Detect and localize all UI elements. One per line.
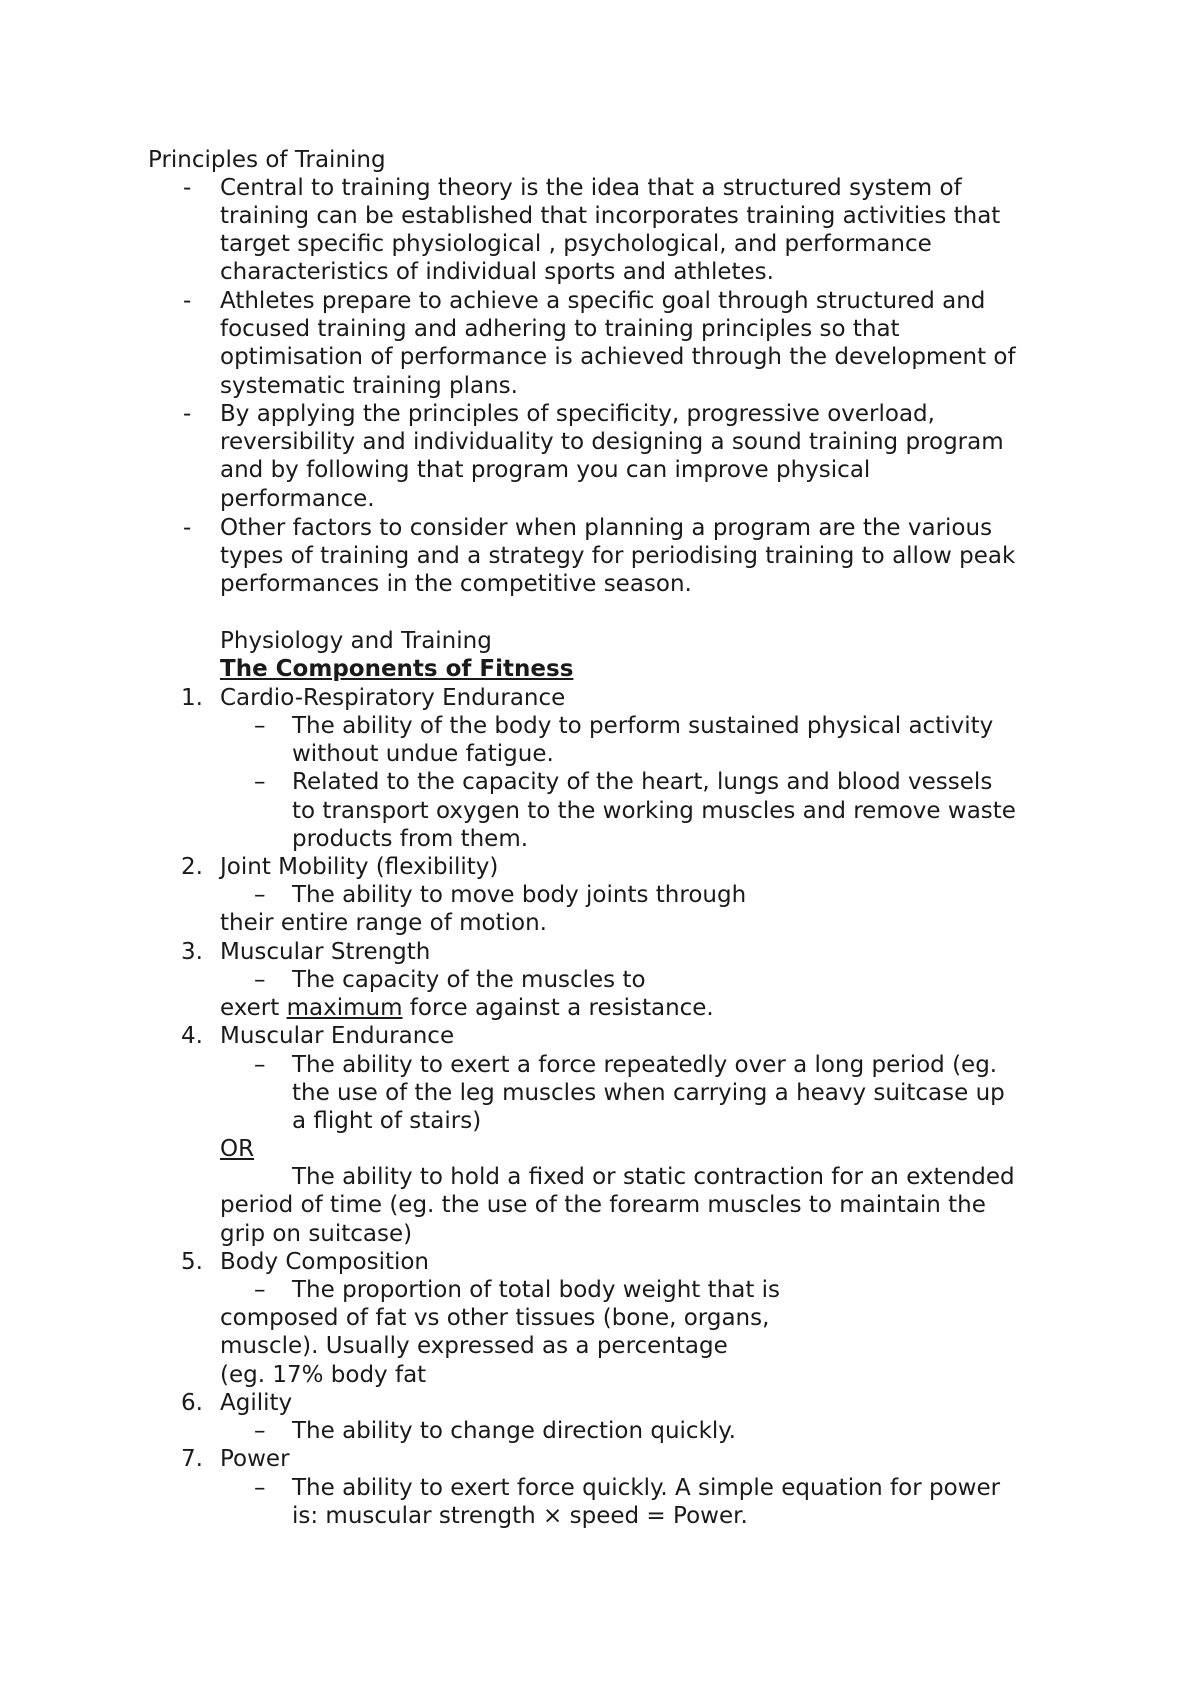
bullet-line: focused training and adhering to training principles so that <box>220 316 900 342</box>
item-number: 4. <box>181 1023 203 1049</box>
bullet-line: Other factors to consider when planning a program are the various <box>220 515 993 541</box>
sub-marker: – <box>254 769 266 795</box>
item-point: The capacity of the muscles to <box>292 967 646 993</box>
sub-marker: – <box>254 1277 266 1303</box>
underlined-word: maximum <box>286 995 403 1021</box>
item-title: Muscular Strength <box>220 939 431 965</box>
item-point-cont: (eg. 17% body fat <box>220 1362 427 1388</box>
item-point: The ability to change direction quickly. <box>292 1418 736 1444</box>
item-point-cont: period of time (eg. the use of the forearm muscles to maintain the <box>220 1192 986 1218</box>
item-point-cont: composed of fat vs other tissues (bone, organs, <box>220 1305 770 1331</box>
bullet-line: By applying the principles of specificity, progressive overload, <box>220 401 935 427</box>
item-point: to transport oxygen to the working muscles and remove waste <box>292 798 1016 824</box>
item-point: The ability to exert force quickly. A simple equation for power <box>292 1475 1001 1501</box>
bullet-marker: - <box>183 288 192 314</box>
item-point: The ability of the body to perform sustained physical activity <box>292 713 994 739</box>
item-point-cont <box>220 994 714 1022</box>
item-point: without undue fatigue. <box>292 741 554 767</box>
page-heading: Principles of Training <box>148 147 386 173</box>
item-point-cont: muscle). Usually expressed as a percentage <box>220 1333 728 1359</box>
item-title: Joint Mobility (flexibility) <box>220 854 499 880</box>
sub-marker: – <box>254 713 266 739</box>
bullet-marker: - <box>183 401 192 427</box>
bullet-line: and by following that program you can improve physical <box>220 457 871 483</box>
item-number: 3. <box>181 939 203 965</box>
item-number: 6. <box>181 1390 203 1416</box>
bullet-line: Athletes prepare to achieve a specific goal through structured and <box>220 288 986 314</box>
item-title: Body Composition <box>220 1249 430 1275</box>
section-subtitle: Physiology and Training <box>220 628 492 654</box>
item-number: 7. <box>181 1446 203 1472</box>
item-title: Muscular Endurance <box>220 1023 455 1049</box>
bullet-line: training can be established that incorporates training activities that <box>220 203 1001 229</box>
item-point: Related to the capacity of the heart, lungs and blood vessels <box>292 769 993 795</box>
item-point: The ability to hold a fixed or static contraction for an extended <box>292 1164 1015 1190</box>
sub-marker: – <box>254 1475 266 1501</box>
item-point: is: muscular strength × speed = Power. <box>292 1503 748 1529</box>
item-title: Power <box>220 1446 290 1472</box>
item-number: 2. <box>181 854 203 880</box>
bullet-line: types of training and a strategy for periodising training to allow peak <box>220 543 1016 569</box>
bullet-line: reversibility and individuality to designing a sound training program <box>220 429 1004 455</box>
sub-marker: – <box>254 1418 266 1444</box>
cont-text: force against a resistance. <box>402 995 714 1021</box>
item-number: 5. <box>181 1249 203 1275</box>
sub-marker: – <box>254 1052 266 1078</box>
bullet-line: systematic training plans. <box>220 373 518 399</box>
item-point: products from them. <box>292 826 529 852</box>
bullet-line: Central to training theory is the idea that a structured system of <box>220 175 962 201</box>
item-number: 1. <box>181 685 203 711</box>
bullet-marker: - <box>183 515 192 541</box>
item-point-cont: their entire range of motion. <box>220 910 547 936</box>
item-point: the use of the leg muscles when carrying a heavy suitcase up <box>292 1080 1005 1106</box>
sub-marker: – <box>254 967 266 993</box>
item-point: a flight of stairs) <box>292 1108 482 1134</box>
item-point: The proportion of total body weight that is <box>292 1277 781 1303</box>
bullet-line: target specific physiological , psychological, and performance <box>220 231 932 257</box>
bullet-marker: - <box>183 175 192 201</box>
item-point: The ability to move body joints through <box>292 882 747 908</box>
bullet-line: optimisation of performance is achieved through the development of <box>220 344 1016 370</box>
cont-text: exert <box>220 995 287 1021</box>
item-point-cont: grip on suitcase) <box>220 1221 413 1247</box>
section-title: The Components of Fitness <box>220 656 574 682</box>
item-title: Agility <box>220 1390 293 1416</box>
sub-marker: – <box>254 882 266 908</box>
bullet-line: performances in the competitive season. <box>220 571 692 597</box>
bullet-line: characteristics of individual sports and athletes. <box>220 259 774 285</box>
item-title: Cardio-Respiratory Endurance <box>220 685 566 711</box>
item-point: The ability to exert a force repeatedly over a long period (eg. <box>292 1052 998 1078</box>
or-label: OR <box>220 1136 255 1162</box>
bullet-line: performance. <box>220 486 375 512</box>
